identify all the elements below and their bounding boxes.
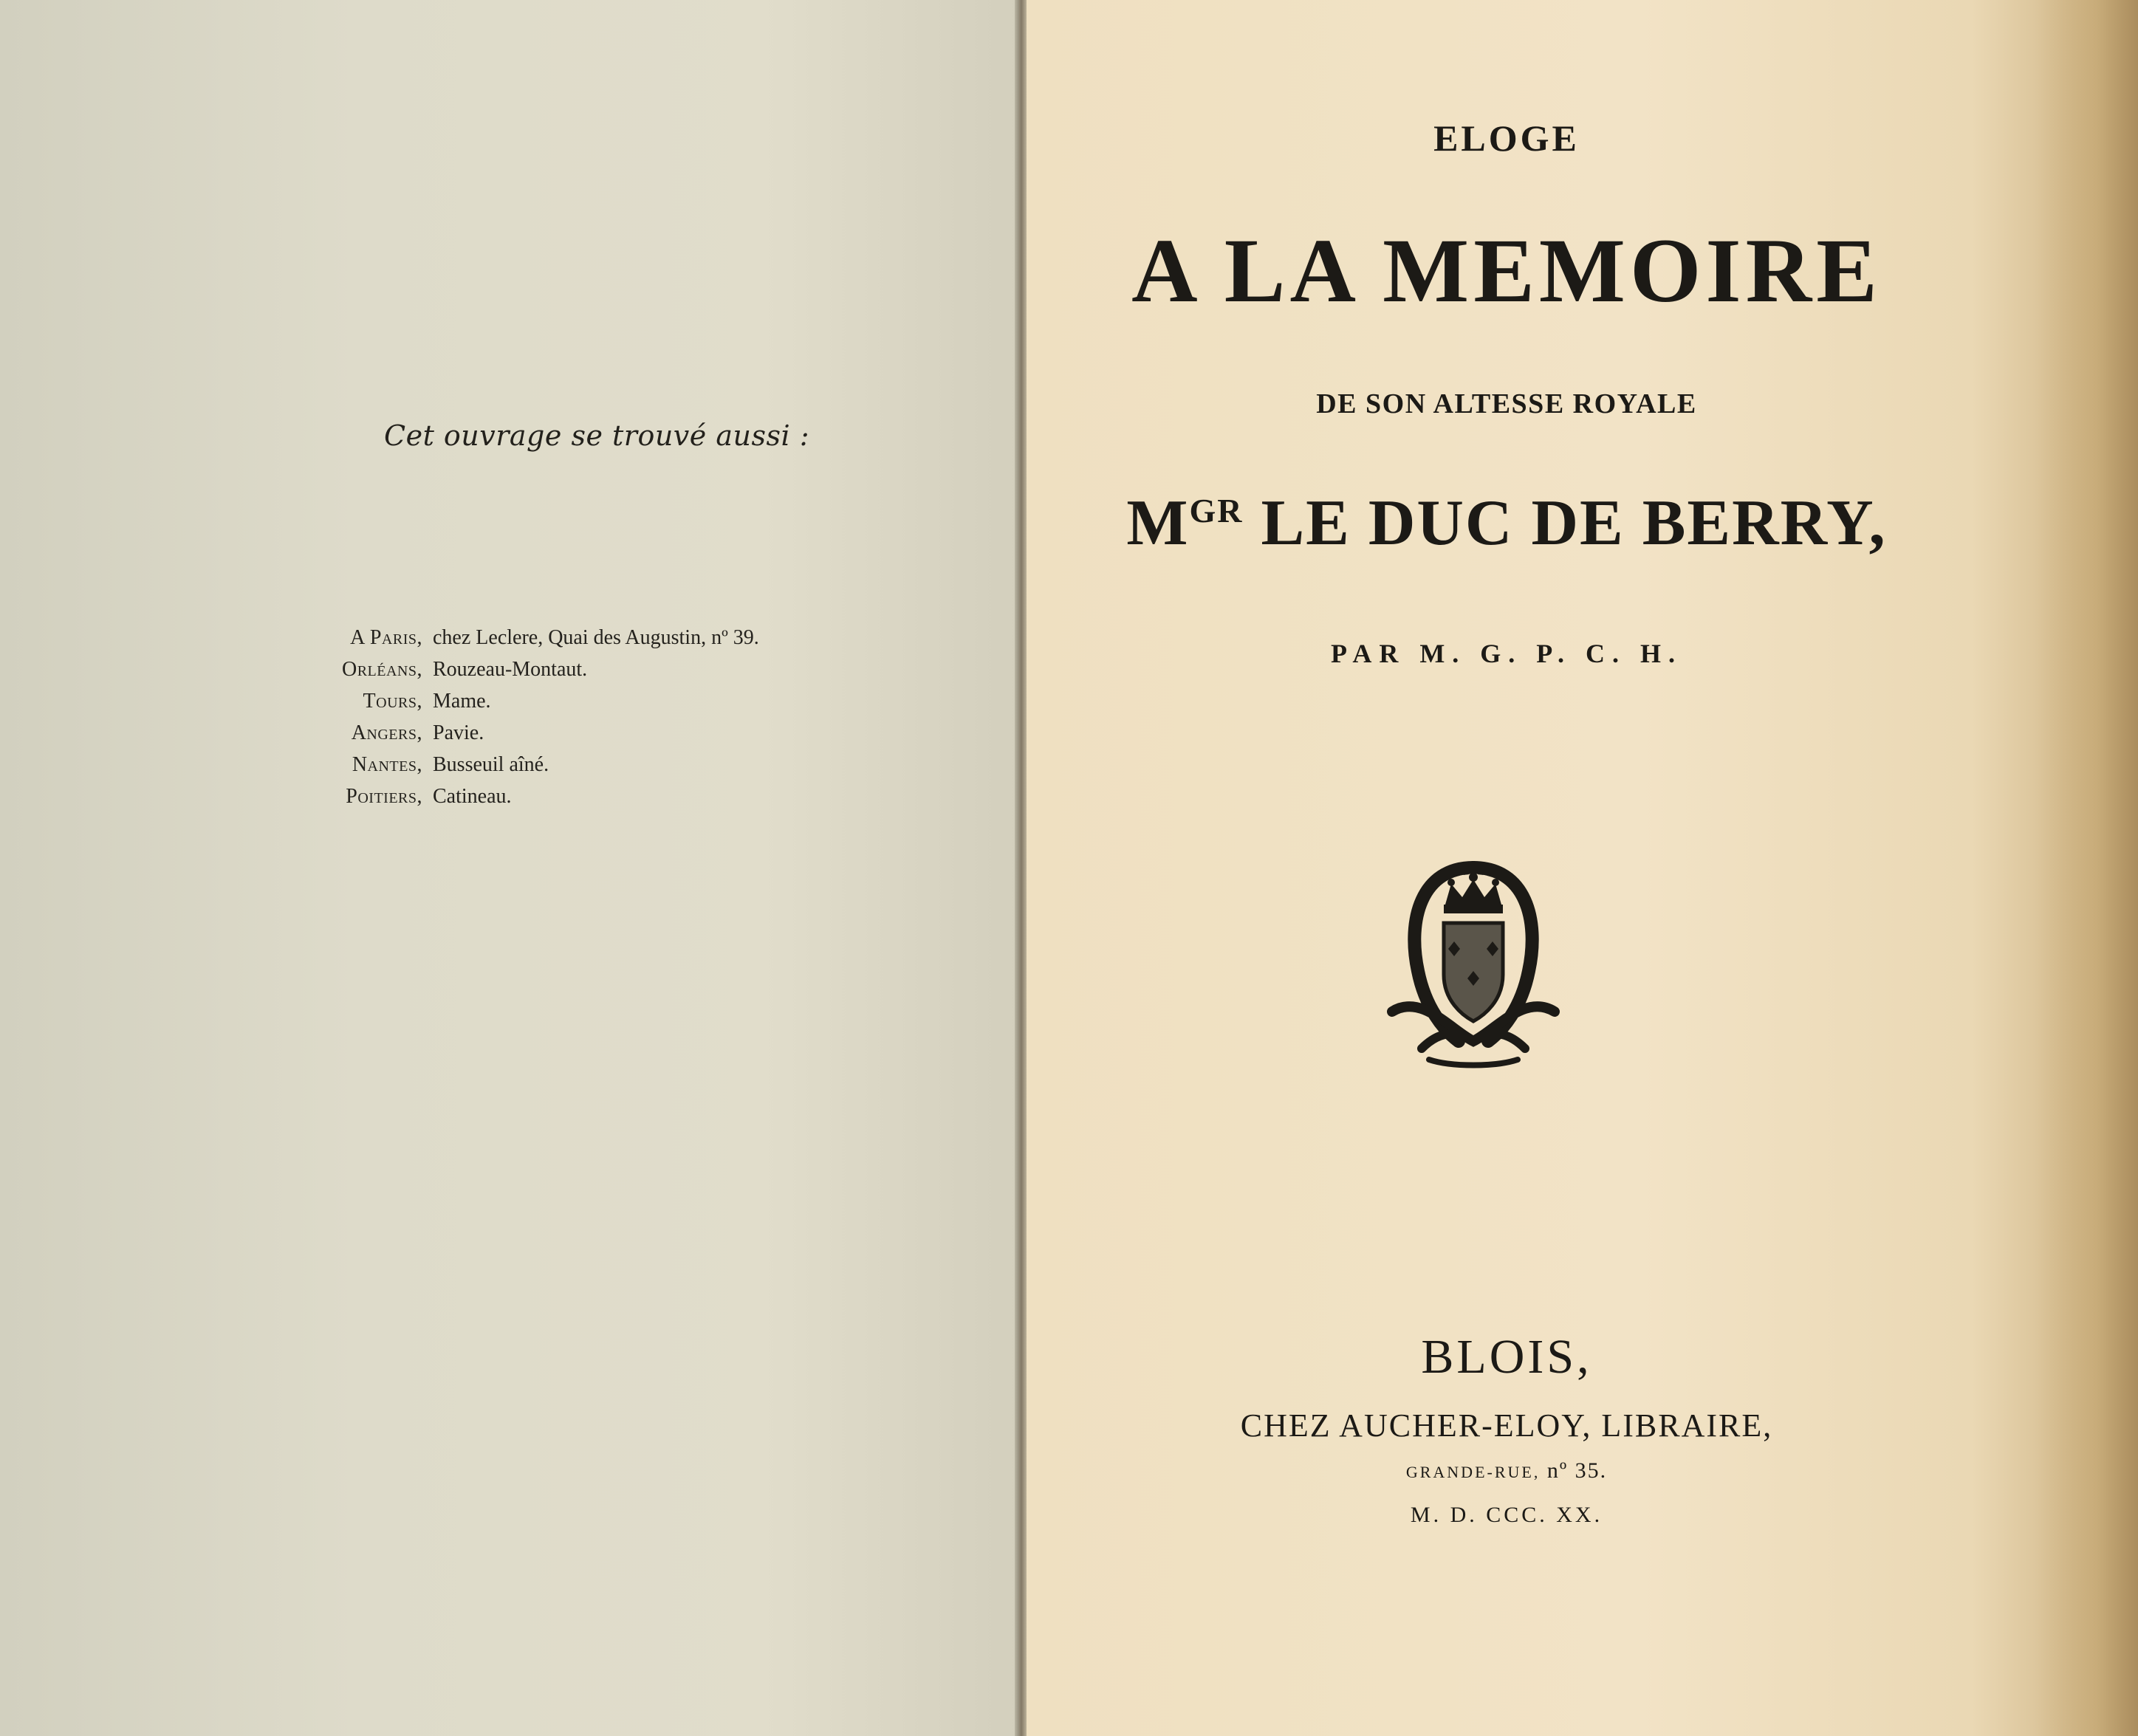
seller-city: Angers, <box>351 721 422 744</box>
seller-city: Orléans, <box>341 658 422 681</box>
page-edge-stain <box>2035 0 2138 1736</box>
seller-row <box>251 785 759 817</box>
seller-name: Busseuil aîné. <box>433 753 549 776</box>
seller-city: Poitiers, <box>346 785 422 808</box>
seller-row <box>251 690 759 721</box>
title-mgr-superscript: GR <box>1189 492 1244 529</box>
seller-row <box>251 658 759 690</box>
imprint-year: M. D. CCC. XX. <box>1410 1503 1603 1527</box>
also-found-heading: Cet ouvrage se trouvé aussi : <box>384 419 810 452</box>
seller-row <box>251 721 759 753</box>
imprint-street: GRANDE-RUE, <box>1405 1463 1541 1481</box>
left-page <box>0 0 1019 1736</box>
title-duc: LE DUC DE BERRY, <box>1261 487 1887 559</box>
seller-city: Tours, <box>363 690 422 713</box>
seller-city: A Paris, <box>350 626 422 649</box>
imprint-street-number: nº 35. <box>1546 1458 1608 1483</box>
imprint-publisher: CHEZ AUCHER-ELOY, LIBRAIRE, <box>1240 1407 1773 1444</box>
seller-row <box>251 626 759 658</box>
imprint-city: BLOIS, <box>1421 1330 1592 1384</box>
title-eloge: ELOGE <box>1433 117 1580 159</box>
royal-arms-vignette-icon <box>1377 853 1569 1074</box>
seller-name: Rouzeau-Montaut. <box>433 658 588 681</box>
sellers-list <box>251 626 759 817</box>
seller-name: chez Leclere, Quai des Augustin, nº 39. <box>433 626 759 649</box>
seller-name: Mame. <box>433 690 491 713</box>
imprint-address <box>1027 1458 1987 1483</box>
title-duc-de-berry <box>1027 487 1987 559</box>
title-mgr: M <box>1126 487 1190 559</box>
title-memoire: A LA MEMOIRE <box>1131 220 1882 321</box>
seller-city: Nantes, <box>352 753 422 776</box>
seller-row <box>251 753 759 785</box>
title-altesse: DE SON ALTESSE ROYALE <box>1316 388 1697 419</box>
author-line: PAR M. G. P. C. H. <box>1331 639 1682 668</box>
seller-name: Pavie. <box>433 721 484 744</box>
seller-name: Catineau. <box>433 785 512 808</box>
